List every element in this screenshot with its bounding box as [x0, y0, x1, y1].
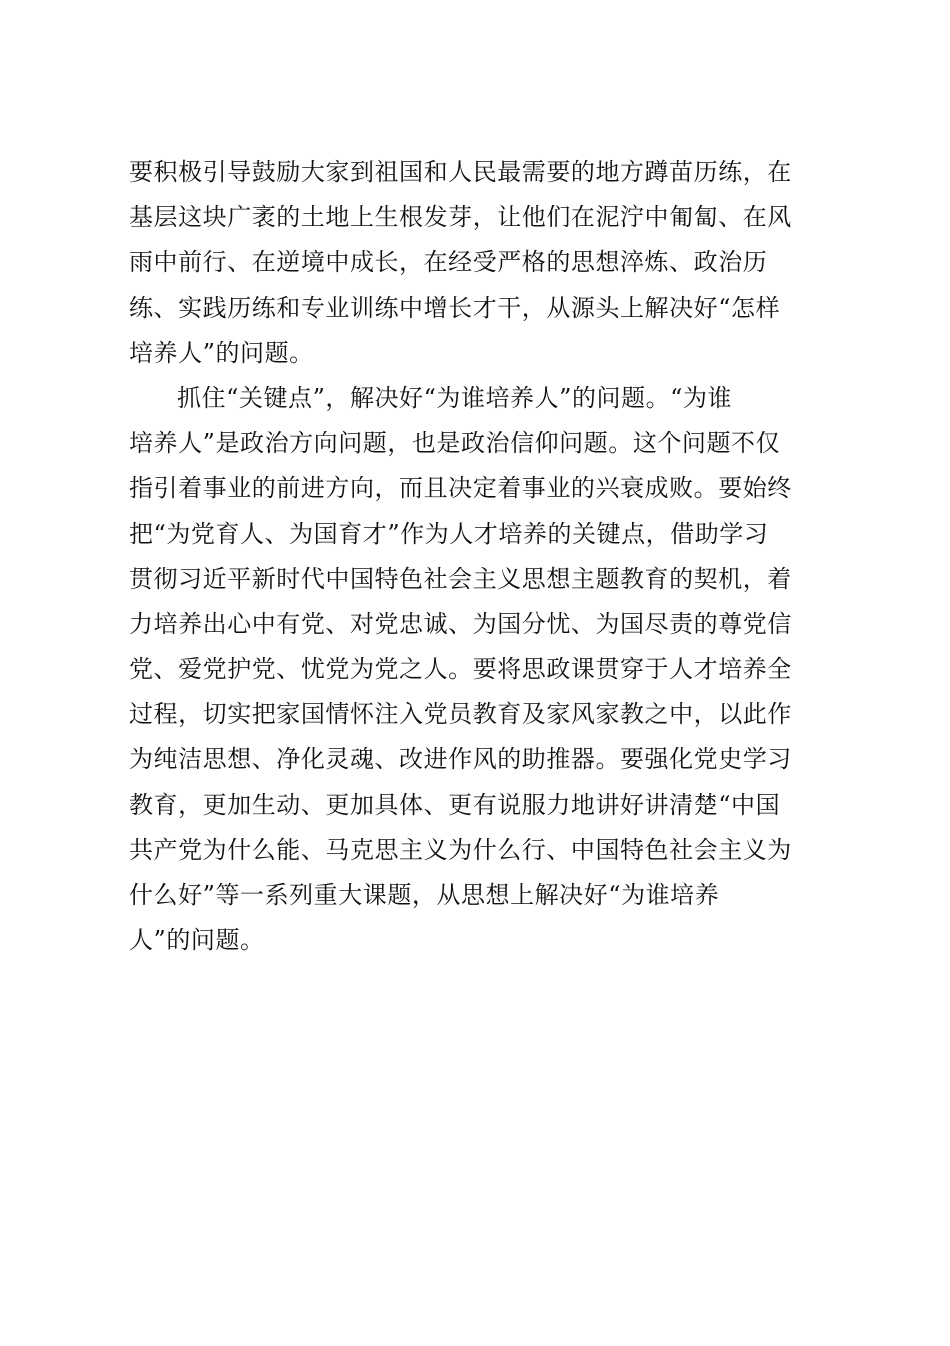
- paragraph-line: 要积极引导鼓励大家到祖国和人民最需要的地方蹲苗历练，在: [129, 158, 792, 186]
- paragraph-line: 过程，切实把家国情怀注入党员教育及家风家教之中，以此作: [129, 700, 792, 729]
- paragraph-line: 基层这块广袤的土地上生根发芽，让他们在泥泞中匍匐、在风: [129, 203, 792, 232]
- paragraph-line: 练、实践历练和专业训练中增长才干，从源头上解决好“怎样: [129, 293, 781, 322]
- paragraph-line: 力培养出心中有党、对党忠诚、为国分忧、为国尽责的尊党信: [129, 609, 792, 638]
- paragraph-line: 指引着事业的前进方向，而且决定着事业的兴衰成败。要始终: [129, 474, 792, 503]
- paragraph-line: 教育，更加生动、更加具体、更有说服力地讲好讲清楚“中国: [129, 790, 781, 819]
- paragraph-line: 共产党为什么能、马克思主义为什么行、中国特色社会主义为: [129, 835, 792, 864]
- paragraph-first-line: 抓住“关键点”，解决好“为谁培养人”的问题。“为谁: [177, 383, 733, 412]
- paragraph-line: 党、爱党护党、忧党为党之人。要将思政课贯穿于人才培养全: [129, 655, 792, 684]
- paragraph-line: 培养人”的问题。: [129, 338, 314, 367]
- document-body: [129, 150, 829, 963]
- paragraph-2: [129, 376, 829, 963]
- paragraph-line: 人”的问题。: [129, 926, 265, 955]
- paragraph-line: 雨中前行、在逆境中成长，在经受严格的思想淬炼、政治历: [129, 248, 768, 277]
- paragraph-line: 为纯洁思想、净化灵魂、改进作风的助推器。要强化党史学习: [129, 745, 792, 774]
- paragraph-line: 把“为党育人、为国育才”作为人才培养的关键点，借助学习: [129, 519, 769, 548]
- paragraph-line: 贯彻习近平新时代中国特色社会主义思想主题教育的契机，着: [129, 564, 792, 593]
- paragraph-1: [129, 150, 829, 376]
- paragraph-line: 培养人”是政治方向问题，也是政治信仰问题。这个问题不仅: [129, 429, 781, 458]
- paragraph-line: 什么好”等一系列重大课题，从思想上解决好“为谁培养: [129, 881, 720, 909]
